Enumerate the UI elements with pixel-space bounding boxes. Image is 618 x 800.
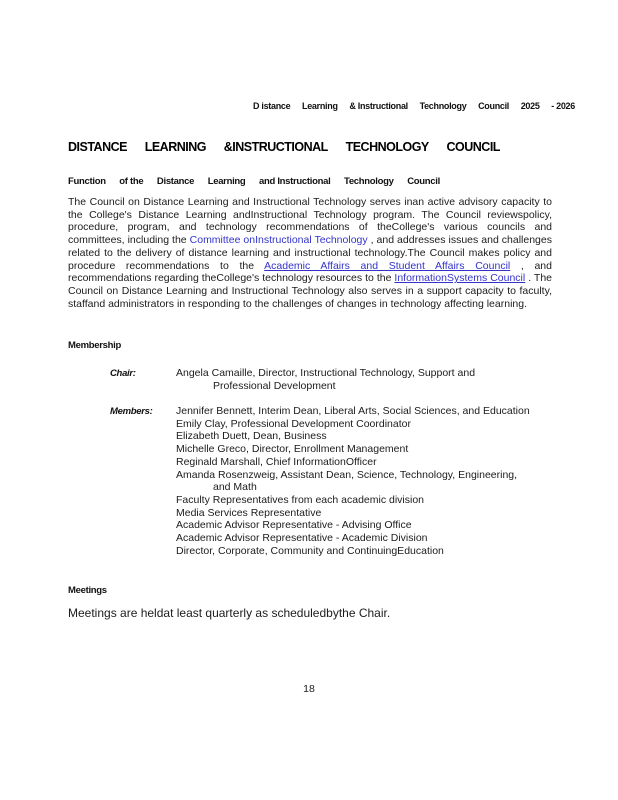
paragraph-text: . The Council on Distance Learning and Instructional Technology also serves in a support capacity to faculty, staffand administrators in responding to the challenges of changes in technology affecting learning. — [68, 272, 553, 310]
member-line: Elizabeth Duett, Dean, Business — [176, 430, 327, 443]
meetings-heading: Meetings — [68, 585, 107, 596]
chair-line: Angela Camaille, Director, Instructional Technology, Support and — [176, 367, 476, 379]
paragraph-text: The Council on Distance Learning and Instructional Technology serves inan active advisory capacity to the College's Distance Learning andInstructional Technology program. The Council reviewspolicy, procedure, program, and technology recommendations of theCollege's various councils and committees, including the — [68, 196, 552, 247]
page-title-token: DISTANCE — [68, 140, 127, 154]
running-header-token: Technology — [419, 101, 467, 111]
function-subtitle-token: Council — [407, 176, 440, 187]
running-header-token: 2025 — [520, 101, 540, 111]
running-header-token: & Instructional — [349, 101, 408, 111]
hyperlink[interactable]: Committee onInstructional Technology — [189, 234, 368, 247]
running-header-token: - 2026 — [551, 101, 575, 111]
function-paragraph — [68, 196, 552, 310]
member-line: Academic Advisor Representative - Advising Office — [176, 519, 412, 532]
paragraph-text: , and addresses issues and challenges related to the delivery of distance learning and instructional technology.The Council makes policy and procedure recommendations to the — [68, 234, 552, 272]
page-title — [68, 140, 500, 154]
meetings-text: Meetings are heldat least quarterly as scheduledbythe Chair. — [68, 606, 391, 620]
member-line: Emily Clay, Professional Development Coordinator — [176, 417, 411, 430]
page-title-token: LEARNING — [144, 140, 206, 154]
chair-label: Chair: — [110, 368, 136, 379]
function-subtitle-token: Distance — [156, 176, 195, 187]
member-line: Michelle Greco, Director, Enrollment Management — [176, 443, 409, 456]
hyperlink[interactable]: InformationSystems Council — [394, 272, 526, 285]
running-header — [253, 101, 575, 111]
member-line: Reginald Marshall, Chief InformationOfficer — [176, 455, 377, 468]
running-header-token: D istance — [253, 101, 291, 111]
page-title-token: COUNCIL — [446, 140, 500, 154]
function-subtitle — [68, 176, 440, 187]
member-line: and Math — [213, 481, 257, 494]
member-line: Director, Corporate, Community and ContinuingEducation — [176, 544, 444, 557]
function-subtitle-token: Technology — [344, 176, 394, 187]
members-label: Members: — [110, 406, 153, 417]
function-subtitle-token: Function — [68, 176, 106, 187]
member-line: Faculty Representatives from each academic division — [176, 493, 425, 506]
function-subtitle-token: Learning — [207, 176, 246, 187]
members-list — [176, 405, 556, 557]
paragraph-text: , and recommendations regarding theCollege's technology resources to the — [68, 259, 552, 285]
chair-line: Professional Development — [213, 379, 336, 392]
running-header-token: Council — [478, 101, 510, 111]
function-subtitle-token: and Instructional — [259, 176, 331, 187]
member-line: Jennifer Bennett, Interim Dean, Liberal Arts, Social Sciences, and Education — [176, 405, 530, 417]
chair-value — [176, 367, 516, 392]
member-line: Academic Advisor Representative - Academic Division — [176, 532, 428, 545]
function-subtitle-token: of the — [119, 176, 144, 187]
member-line: Amanda Rosenzweig, Assistant Dean, Science, Technology, Engineering, — [176, 468, 518, 481]
membership-heading: Membership — [68, 340, 121, 351]
page-title-token: &INSTRUCTIONAL — [223, 140, 328, 154]
running-header-token: Learning — [302, 101, 338, 111]
page-title-token: TECHNOLOGY — [345, 140, 429, 154]
hyperlink[interactable]: Academic Affairs and Student Affairs Council — [264, 259, 511, 272]
member-line: Media Services Representative — [176, 506, 322, 519]
page-number: 18 — [303, 683, 315, 695]
